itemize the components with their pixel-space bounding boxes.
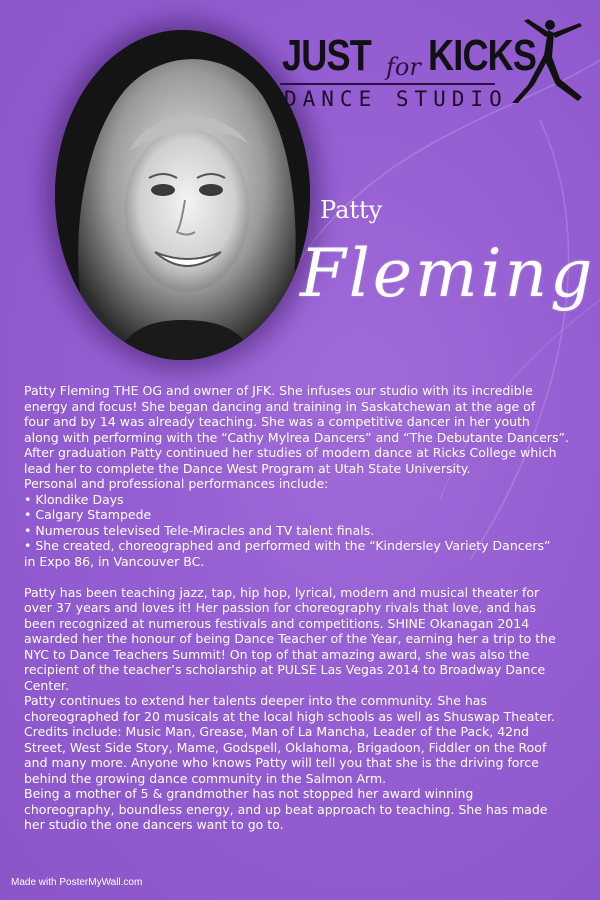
logo-subtitle: DANCE STUDIO xyxy=(284,87,508,111)
bio-line: her studio the one dancers want to go to. xyxy=(24,817,284,832)
portrait-illustration xyxy=(55,30,310,360)
bio-line: recipient of the teacher’s scholarship at PULSE Las Vegas 2014 to Broadway Dance xyxy=(24,662,546,677)
logo-divider xyxy=(280,83,495,85)
studio-logo xyxy=(280,15,590,115)
bio-line: After graduation Patty continued her studies of modern dance at Ricks College which xyxy=(24,445,557,460)
bio-line: Being a mother of 5 & grandmother has not stopped her award winning xyxy=(24,786,474,801)
bio-line: Personal and professional performances include: xyxy=(24,476,329,491)
performances-list xyxy=(24,492,580,570)
performance-item: • Klondike Days xyxy=(24,491,124,507)
logo-word-kicks: KICKS xyxy=(428,31,537,80)
performance-item: • Calgary Stampede xyxy=(24,507,152,522)
dancer-silhouette-icon xyxy=(498,15,590,105)
bio-line: awarded her the honour of being Dance Teacher of the Year, earning her a trip to the xyxy=(24,631,556,646)
paragraph-gap xyxy=(24,569,580,585)
bio-line: Patty has been teaching jazz, tap, hip hop, lyrical, modern and musical theater for xyxy=(24,584,540,600)
bio-line: choreographed for 20 musicals at the local high schools as well as Shuswap Theater. xyxy=(24,708,556,724)
bio-line: Credits include: Music Man, Grease, Man of La Mancha, Leader of the Pack, 42nd xyxy=(24,724,529,739)
logo-word-for: for xyxy=(386,53,421,81)
bio-line: lead her to complete the Dance West Program at Utah State University. xyxy=(24,460,471,476)
bio-line: Patty Fleming THE OG and owner of JFK. She infuses our studio with its incredible xyxy=(24,383,533,398)
last-name: Fleming xyxy=(300,235,596,312)
bio-line: Center. xyxy=(24,677,69,693)
logo-word-just: JUST xyxy=(282,31,371,80)
bio-line: and many more. Anyone who knows Patty will tell you that she is the driving force xyxy=(24,755,539,770)
performance-item: • Numerous televised Tele-Miracles and TV talent finals. xyxy=(24,522,375,538)
bio-line: Patty continues to extend her talents deeper into the community. She has xyxy=(24,693,487,708)
bio-line: over 37 years and loves it! Her passion for choreography rivals that love, and has xyxy=(24,600,536,615)
bio-line: four and by 14 was already teaching. She was a competitive dancer in her youth xyxy=(24,414,530,429)
footer-credit: Made with PosterMyWall.com xyxy=(11,877,143,888)
performance-item: in Expo 86, in Vancouver BC. xyxy=(24,553,205,569)
bio-line: choreography, boundless energy, and up beat approach to teaching. She has made xyxy=(24,801,548,817)
bio-line: NYC to Dance Teachers Summit! On top of that amazing award, she was also the xyxy=(24,646,530,662)
portrait-photo xyxy=(55,30,310,360)
bio-line: been recognized at numerous festivals and competitions. SHINE Okanagan 2014 xyxy=(24,615,530,631)
performance-item: • She created, choreographed and performed with the “Kindersley Variety Dancers” xyxy=(24,538,551,553)
bio-line: energy and focus! She began dancing and training in Saskatchewan at the age of xyxy=(24,398,536,414)
first-name: Patty xyxy=(320,196,383,224)
biography xyxy=(24,383,580,833)
bio-line: along with performing with the “Cathy Mylrea Dancers” and “The Debutante Dancers”. xyxy=(24,429,569,445)
bio-line: behind the growing dance community in the Salmon Arm. xyxy=(24,770,387,786)
bio-line: Street, West Side Story, Mame, Godspell, Oklahoma, Brigadoon, Fiddler on the Roof xyxy=(24,739,547,755)
